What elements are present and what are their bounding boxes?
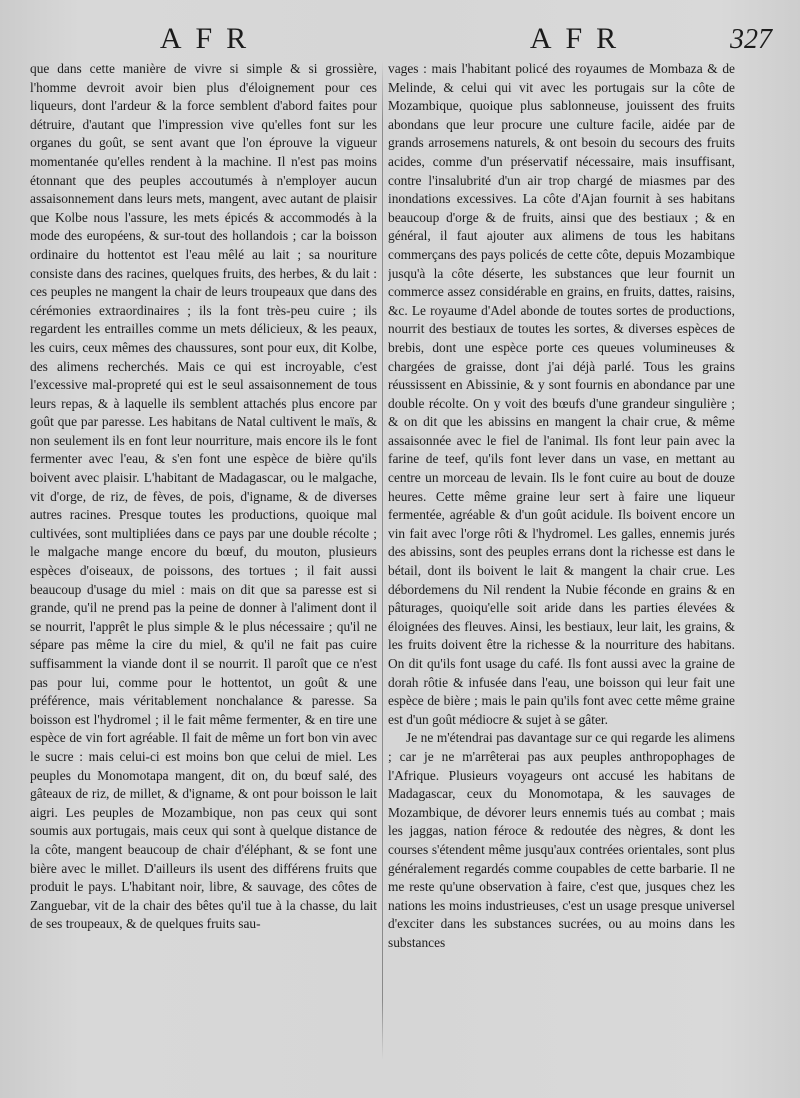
- paragraph: Je ne m'étendrai pas davantage sur ce qui regarde les alimens ; car je ne m'arrêterai pas aux peuples anthropophages de l'Afrique. Plusieurs voyageurs ont accusé les habitans de Madagascar, ceux du Monomotapa, & les sauvages de Mozambique, de dévorer leurs ennemis tués au combat ; mais les jaggas, nation féroce & redoutée des nègres, & dont les courses s'étendent même jusqu'aux contrées orientales, sont plus généralement regardés comme coupables de cette barbarie. Il ne me reste qu'une observation à faire, c'est que, jusques chez les nations les moins industrieuses, c'est un usage presque universel d'exciter dans les substances sucrées, ou au moins dans les substances: [388, 730, 735, 950]
- text-column-left: [30, 60, 377, 1060]
- page-number: 327: [730, 24, 772, 55]
- column-divider: [382, 60, 383, 1060]
- paragraph: que dans cette manière de vivre si simple & si grossière, l'homme devroit avoir bien plus d'éloignement pour ces liqueurs, dont l'ardeur & la force semblent d'abord faites pour détruire, d'autant que l'impression vive qu'elles font sur les organes du goût, se sent avant que l'on éprouve la vigueur momentanée qu'elles rendent à la machine. Il n'est pas moins étonnant que des peuples accoutumés à n'employer aucun assaisonnement dans leurs mets, mangent, avec autant de plaisir que Kolbe nous l'assure, les mets épicés & accommodés à la mode des européens, & sur-tout des hollandois ; car la boisson ordinaire du hottentot est l'eau mêlé au lait ; sa nouriture consiste dans des racines, quelques fruits, des herbes, & du lait : ces peuples ne mangent la chair de leurs troupeaux que dans des cérémonies extraordinaires ; ils la font très-peu cuire ; ils regardent les entrailles comme un mets délicieux, & les peaux, les cuirs, ceux mêmes des chaussures, sont pour eux, dit Kolbe, des alimens recherchés. Mais ce qui est incroyable, c'est l'excessive mal-propreté qui est le seul assaisonnement de tous leurs repas, & à laquelle ils semblent attachés plus encore par goût que par paresse. Les habitans de Natal cultivent le maïs, & non seulement ils en font leur nourriture, mais encore ils le font fermenter avec l'eau, & s'en font une espèce de bière qu'ils boivent avec plaisir. L'habitant de Madagascar, ou le malgache, vit d'orge, de riz, de fèves, de pois, d'igname, & de diverses autres racines. Presque toutes les productions, quoique mal cultivées, sont multipliées dans ce pays par une double récolte ; le malgache mange encore du bœuf, du mouton, plusieurs espèces d'oiseaux, de poissons, des tortues ; il fait aussi beaucoup d'usage du miel : mais on dit que sa paresse est si grande, qu'il ne prend pas la peine de donner à l'aliment dont il se nourrit, l'apprêt le plus simple & le plus nécessaire ; qu'il ne sépare pas même la cire du miel, & qu'il ne fait pas cuire suffisamment la viande dont il se nourrit. Il paroît que ce n'est pas pour lui, comme pour le hottentot, un goût & une préférence, mais véritablement nonchalance & paresse. Sa boisson est l'hydromel ; il le fait même fermenter, & en tire une espèce de vin fort agréable. Il fait de même un fort bon vin avec le sucre : mais celui-ci est moins bon que celui de miel. Les peuples du Monomotapa mangent, dit on, du bœuf salé, des gâteaux de riz, de millet, & d'igname, & ont pour boisson le lait aigri. Les peuples de Mozambique, non pas ceux qui sont soumis aux portugais, mais ceux qui sont à quelque distance de la côte, mangent beaucoup de chair d'éléphant, & se font une bière avec le millet. D'ailleurs ils usent des différens fruits que produit le pays. L'habitant noir, libre, & sauvage, des côtes de Zanguebar, vit de la chair des bêtes qu'il tue à la chasse, du lait de ses troupeaux, & de quelques fruits sau-: [30, 61, 377, 932]
- running-head-right: AFR: [529, 22, 631, 55]
- text-column-right: [388, 60, 735, 1060]
- running-head-left: AFR: [159, 22, 261, 55]
- paragraph: vages : mais l'habitant policé des royaumes de Mombaza & de Melinde, & celui qui vit avec les portugais sur la côte de Mozambique, quoique plus sablonneuse, jouissent des fruits abondans que leur procure une culture facile, aidée par de grands arrosemens naturels, & ont besoin du secours des fruits acides, comme d'un préservatif nécessaire, mais insuffisant, contre l'insalubrité d'un air trop chargé de miasmes par des inondations excessives. La côte d'Ajan fournit à ses habitans beaucoup d'orge & de fruits, ainsi que des bestiaux ; & en général, il faut ajouter aux alimens de tous les habitans commerçans des pays policés de cette côte, depuis Mozambique jusqu'à la côte déserte, les substances que leur fournit un commerce assez considérable en grains, en fruits, dattes, raisins, &c. Le royaume d'Adel abonde de toutes sortes de productions, nourrit des bestiaux de toutes les sortes, & diverses espèces de brebis, dont une espèce porte ces queues volumineuses & chargées de graisse, dont j'ai déjà parlé. Tous les grains réussissent en Abissinie, & y sont fournis en abondance par une double récolte. On y voit des bœufs d'une grandeur singulière ; & on dit que les abissins en mangent la chair crue, & même assaisonnée avec le fiel de l'animal. Ils font leur pain avec la farine de teef, qu'ils font lever dans un vase, en mettant au centre un morceau de levain. Ils le font cuire au bout de douze heures. Cette même graine leur sert à faire une liqueur fermentée, agréable & d'un goût acidule. Ils boivent encore un vin fait avec l'orge rôti & l'hydromel. Les galles, ennemis jurés des abissins, sont des peuples errans dont la richesse est dans le bétail, dont ils boivent le lait & mangent la chair crue. Les débordemens du Nil rendent la Nubie féconde en grains & en pâturages, quoiqu'elle soit aride dans les parties élevées & éloignées des fleuves. Ainsi, les bestiaux, leur lait, les grains, & les fruits doivent être la richesse & la nourriture des habitans. On dit qu'ils font usage du café. Ils font aussi avec la graine de dorah rôtie & infusée dans l'eau, une boisson qui leur fait une espèce de bière ; mais le pain qu'ils font avec cette même graine est d'un goût médiocre & sujet à se gâter.: [388, 61, 735, 727]
